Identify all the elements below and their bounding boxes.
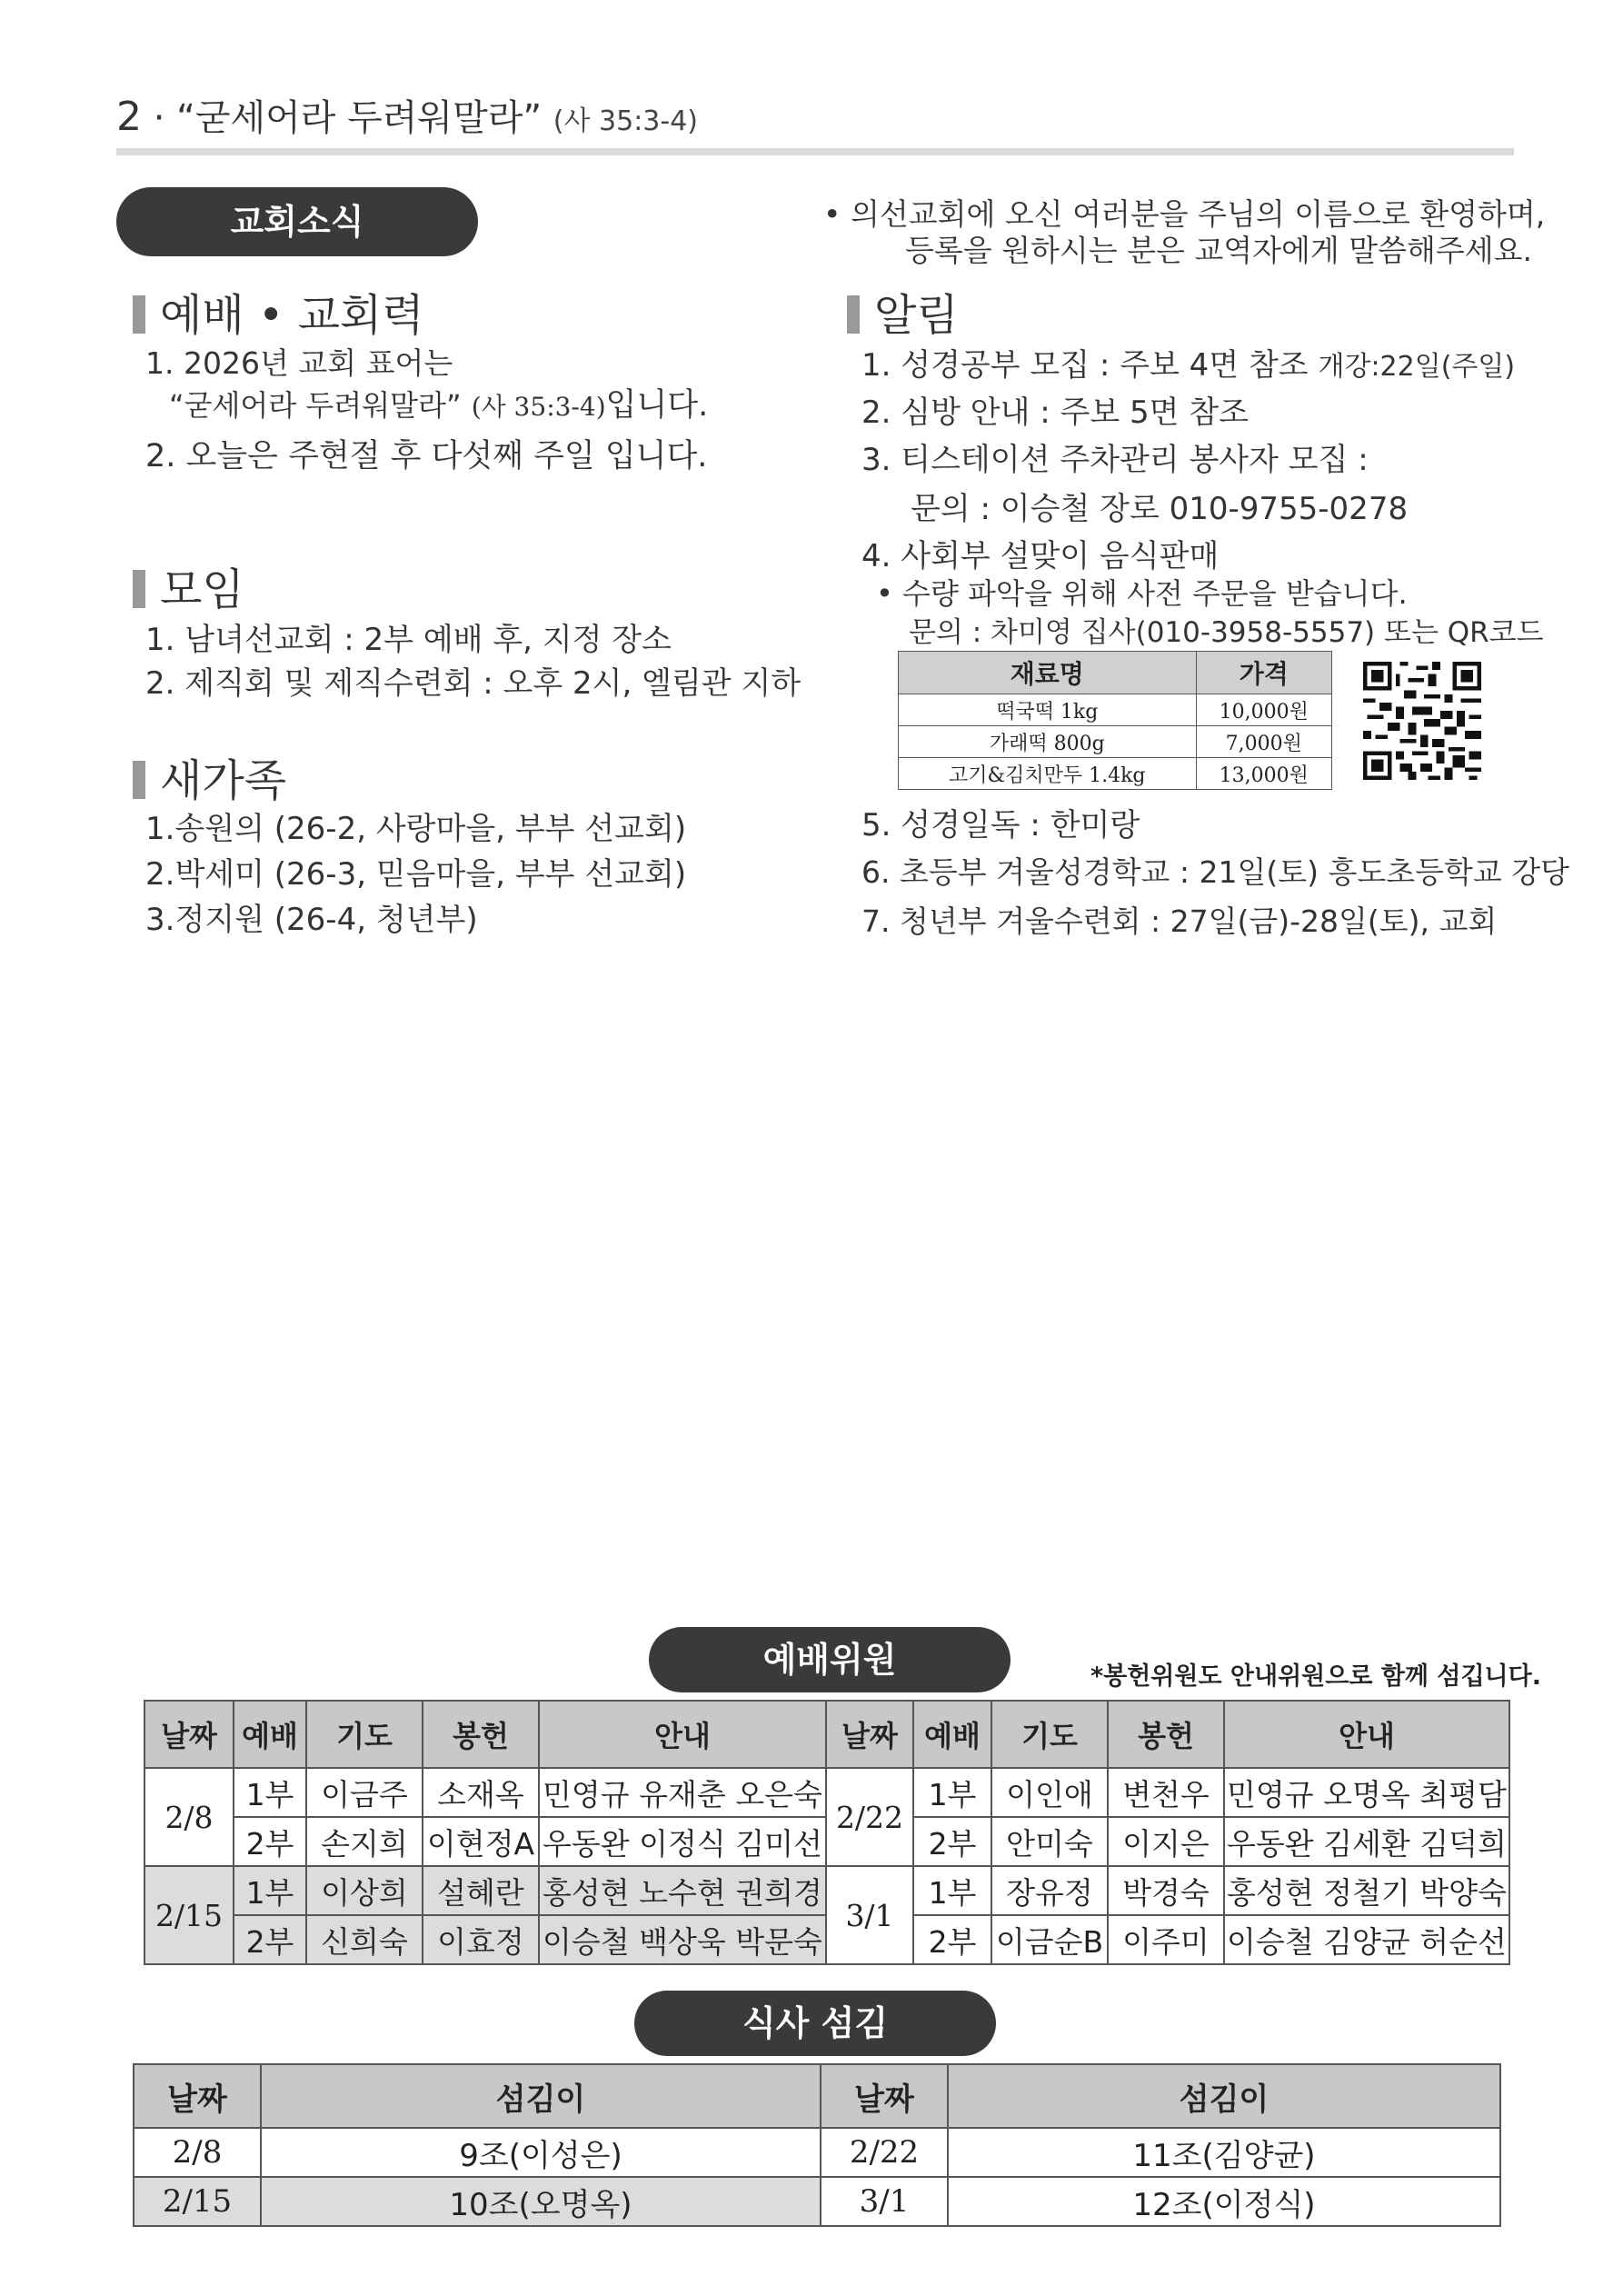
table-row — [144, 1866, 1509, 1915]
ushers: 홍성현 정철기 박양숙 — [1224, 1866, 1509, 1915]
table-row — [899, 726, 1332, 758]
material-name: 가래떡 800g — [899, 726, 1197, 758]
material-price-table — [898, 651, 1332, 790]
worship-staff-title: 예배위원 — [649, 1627, 1011, 1692]
header-date: 날짜 — [826, 1701, 913, 1768]
prayer: 이상희 — [306, 1866, 423, 1915]
table-row — [899, 694, 1332, 726]
table-row — [144, 1768, 1509, 1817]
right-date: 3/1 — [826, 1866, 913, 1964]
prayer: 이인애 — [991, 1768, 1108, 1817]
material-price: 10,000원 — [1196, 694, 1331, 726]
prayer: 이금주 — [306, 1768, 423, 1817]
material-header-price: 가격 — [1196, 652, 1331, 694]
meal-server: 11조(김양균) — [948, 2128, 1500, 2177]
section-bar-icon — [847, 295, 860, 334]
page-header — [116, 89, 698, 141]
service: 1부 — [234, 1866, 306, 1915]
meal-date: 2/15 — [134, 2177, 261, 2226]
meetings-title-text: 모임 — [160, 564, 244, 615]
header-prayer: 기도 — [306, 1701, 423, 1768]
service: 2부 — [234, 1915, 306, 1964]
calendar-item-1a: 1. 2026년 교회 표어는 — [145, 345, 453, 381]
worship-calendar-title-text: 예배 • 교회력 — [160, 290, 424, 341]
offering: 이주미 — [1108, 1915, 1224, 1964]
welcome-line-2: 등록을 원하시는 분은 교역자에게 말씀해주세요. — [905, 233, 1533, 268]
worship-calendar-title — [133, 280, 424, 343]
header-prayer: 기도 — [991, 1701, 1108, 1768]
meetings-title — [133, 554, 244, 617]
ushers: 이승철 김양균 허순선 — [1224, 1915, 1509, 1964]
header-reference: (사 35:3-4) — [553, 105, 699, 137]
table-row — [134, 2128, 1500, 2177]
offering: 이효정 — [423, 1915, 539, 1964]
worship-staff-header — [144, 1701, 1509, 1768]
calendar-motto-end: 입니다. — [605, 387, 709, 424]
service: 2부 — [913, 1915, 991, 1964]
notice-item-1-text: 1. 성경공부 모집 : 주보 4면 참조 — [861, 347, 1309, 384]
header-separator: · — [153, 97, 165, 139]
notice-item-3: 3. 티스테이션 주차관리 봉사자 모집 : — [861, 442, 1369, 478]
ushers: 이승철 백상욱 박문숙 — [539, 1915, 826, 1964]
material-price: 13,000원 — [1196, 758, 1331, 790]
right-date: 2/22 — [826, 1768, 913, 1866]
qr-code-icon[interactable] — [1363, 662, 1481, 780]
new-family-item-3: 3.정지원 (26-4, 청년부) — [145, 902, 478, 938]
calendar-motto: “굳세어라 두려워말라” — [169, 388, 462, 423]
service: 2부 — [913, 1817, 991, 1866]
service: 1부 — [234, 1768, 306, 1817]
prayer: 손지희 — [306, 1817, 423, 1866]
notice-item-5: 5. 성경일독 : 한미랑 — [861, 807, 1140, 844]
material-header-name: 재료명 — [899, 652, 1197, 694]
header-service: 예배 — [234, 1701, 306, 1768]
offering: 박경숙 — [1108, 1866, 1224, 1915]
header-offering: 봉헌 — [1108, 1701, 1224, 1768]
ushers: 우동완 김세환 김덕희 — [1224, 1817, 1509, 1866]
header-offering: 봉헌 — [423, 1701, 539, 1768]
meal-date: 2/22 — [821, 2128, 948, 2177]
material-name: 고기&김치만두 1.4kg — [899, 758, 1197, 790]
meal-date: 3/1 — [821, 2177, 948, 2226]
notice-item-6: 6. 초등부 겨울성경학교 : 21일(토) 흥도초등학교 강당 — [861, 854, 1569, 890]
notice-item-1-small: 개강:22일(주일) — [1318, 351, 1516, 383]
prayer: 신희숙 — [306, 1915, 423, 1964]
new-family-item-1: 1.송원의 (26-2, 사랑마을, 부부 선교회) — [145, 811, 687, 847]
meal-service-table — [133, 2063, 1501, 2227]
service: 2부 — [234, 1817, 306, 1866]
prayer: 이금순B — [991, 1915, 1108, 1964]
worship-staff-note: *봉헌위원도 안내위원으로 함께 섬깁니다. — [1090, 1662, 1541, 1691]
header-motto: “굳세어라 두려워말라” — [176, 97, 543, 139]
section-bar-icon — [133, 295, 145, 334]
welcome-line-1: • 의선교회에 오신 여러분을 주님의 이름으로 환영하며, — [823, 196, 1546, 232]
meal-date: 2/8 — [134, 2128, 261, 2177]
ushers: 우동완 이정식 김미선 — [539, 1817, 826, 1866]
notice-item-7: 7. 청년부 겨울수련회 : 27일(금)-28일(토), 교회 — [861, 903, 1498, 939]
calendar-item-1b — [169, 380, 708, 425]
header-server: 섬김이 — [261, 2064, 821, 2128]
material-name: 떡국떡 1kg — [899, 694, 1197, 726]
header-date: 날짜 — [821, 2064, 948, 2128]
offering: 변천우 — [1108, 1768, 1224, 1817]
ushers: 홍성현 노수현 권희경 — [539, 1866, 826, 1915]
header-usher: 안내 — [539, 1701, 826, 1768]
header-divider — [116, 148, 1514, 155]
notice-item-4-contact: 문의 : 차미영 집사(010-3958-5557) 또는 QR코드 — [909, 616, 1544, 649]
left-date: 2/8 — [144, 1768, 234, 1866]
meal-service-header — [134, 2064, 1500, 2128]
meal-server: 12조(이정식) — [948, 2177, 1500, 2226]
notice-item-4-bullet: • 수량 파악을 위해 사전 주문을 받습니다. — [876, 576, 1408, 611]
material-price: 7,000원 — [1196, 726, 1331, 758]
prayer: 안미숙 — [991, 1817, 1108, 1866]
notice-item-1 — [861, 340, 1515, 384]
offering: 소재옥 — [423, 1768, 539, 1817]
page-number: 2 — [116, 94, 142, 140]
header-usher: 안내 — [1224, 1701, 1509, 1768]
prayer: 장유정 — [991, 1866, 1108, 1915]
section-bar-icon — [133, 761, 145, 799]
service: 1부 — [913, 1768, 991, 1817]
left-date: 2/15 — [144, 1866, 234, 1964]
meal-service-title: 식사 섬김 — [634, 1991, 996, 2056]
material-table-header — [899, 652, 1332, 694]
news-section-title: 교회소식 — [116, 187, 478, 256]
new-family-title — [133, 745, 286, 808]
table-row — [899, 758, 1332, 790]
notices-title — [847, 280, 959, 343]
header-server: 섬김이 — [948, 2064, 1500, 2128]
notice-item-2: 2. 심방 안내 : 주보 5면 참조 — [861, 394, 1249, 431]
ushers: 민영규 유재춘 오은숙 — [539, 1768, 826, 1817]
meal-server: 9조(이성은) — [261, 2128, 821, 2177]
service: 1부 — [913, 1866, 991, 1915]
worship-staff-table — [144, 1700, 1510, 1965]
offering: 설혜란 — [423, 1866, 539, 1915]
offering: 이현정A — [423, 1817, 539, 1866]
calendar-item-2: 2. 오늘은 주현절 후 다섯째 주일 입니다. — [145, 438, 708, 474]
meetings-item-1: 1. 남녀선교회 : 2부 예배 후, 지정 장소 — [145, 622, 672, 658]
new-family-title-text: 새가족 — [160, 755, 287, 806]
header-service: 예배 — [913, 1701, 991, 1768]
notice-item-4: 4. 사회부 설맞이 음식판매 — [861, 538, 1220, 574]
offering: 이지은 — [1108, 1817, 1224, 1866]
header-date: 날짜 — [134, 2064, 261, 2128]
new-family-item-2: 2.박세미 (26-3, 믿음마을, 부부 선교회) — [145, 856, 687, 893]
meetings-item-2: 2. 제직회 및 제직수련회 : 오후 2시, 엘림관 지하 — [145, 665, 802, 702]
calendar-motto-ref: (사 35:3-4) — [471, 392, 606, 422]
table-row — [134, 2177, 1500, 2226]
section-bar-icon — [133, 570, 145, 608]
ushers: 민영규 오명옥 최평담 — [1224, 1768, 1509, 1817]
header-date: 날짜 — [144, 1701, 234, 1768]
notice-item-3-contact: 문의 : 이승철 장로 010-9755-0278 — [911, 491, 1409, 527]
notices-title-text: 알림 — [874, 290, 959, 341]
meal-server: 10조(오명옥) — [261, 2177, 821, 2226]
